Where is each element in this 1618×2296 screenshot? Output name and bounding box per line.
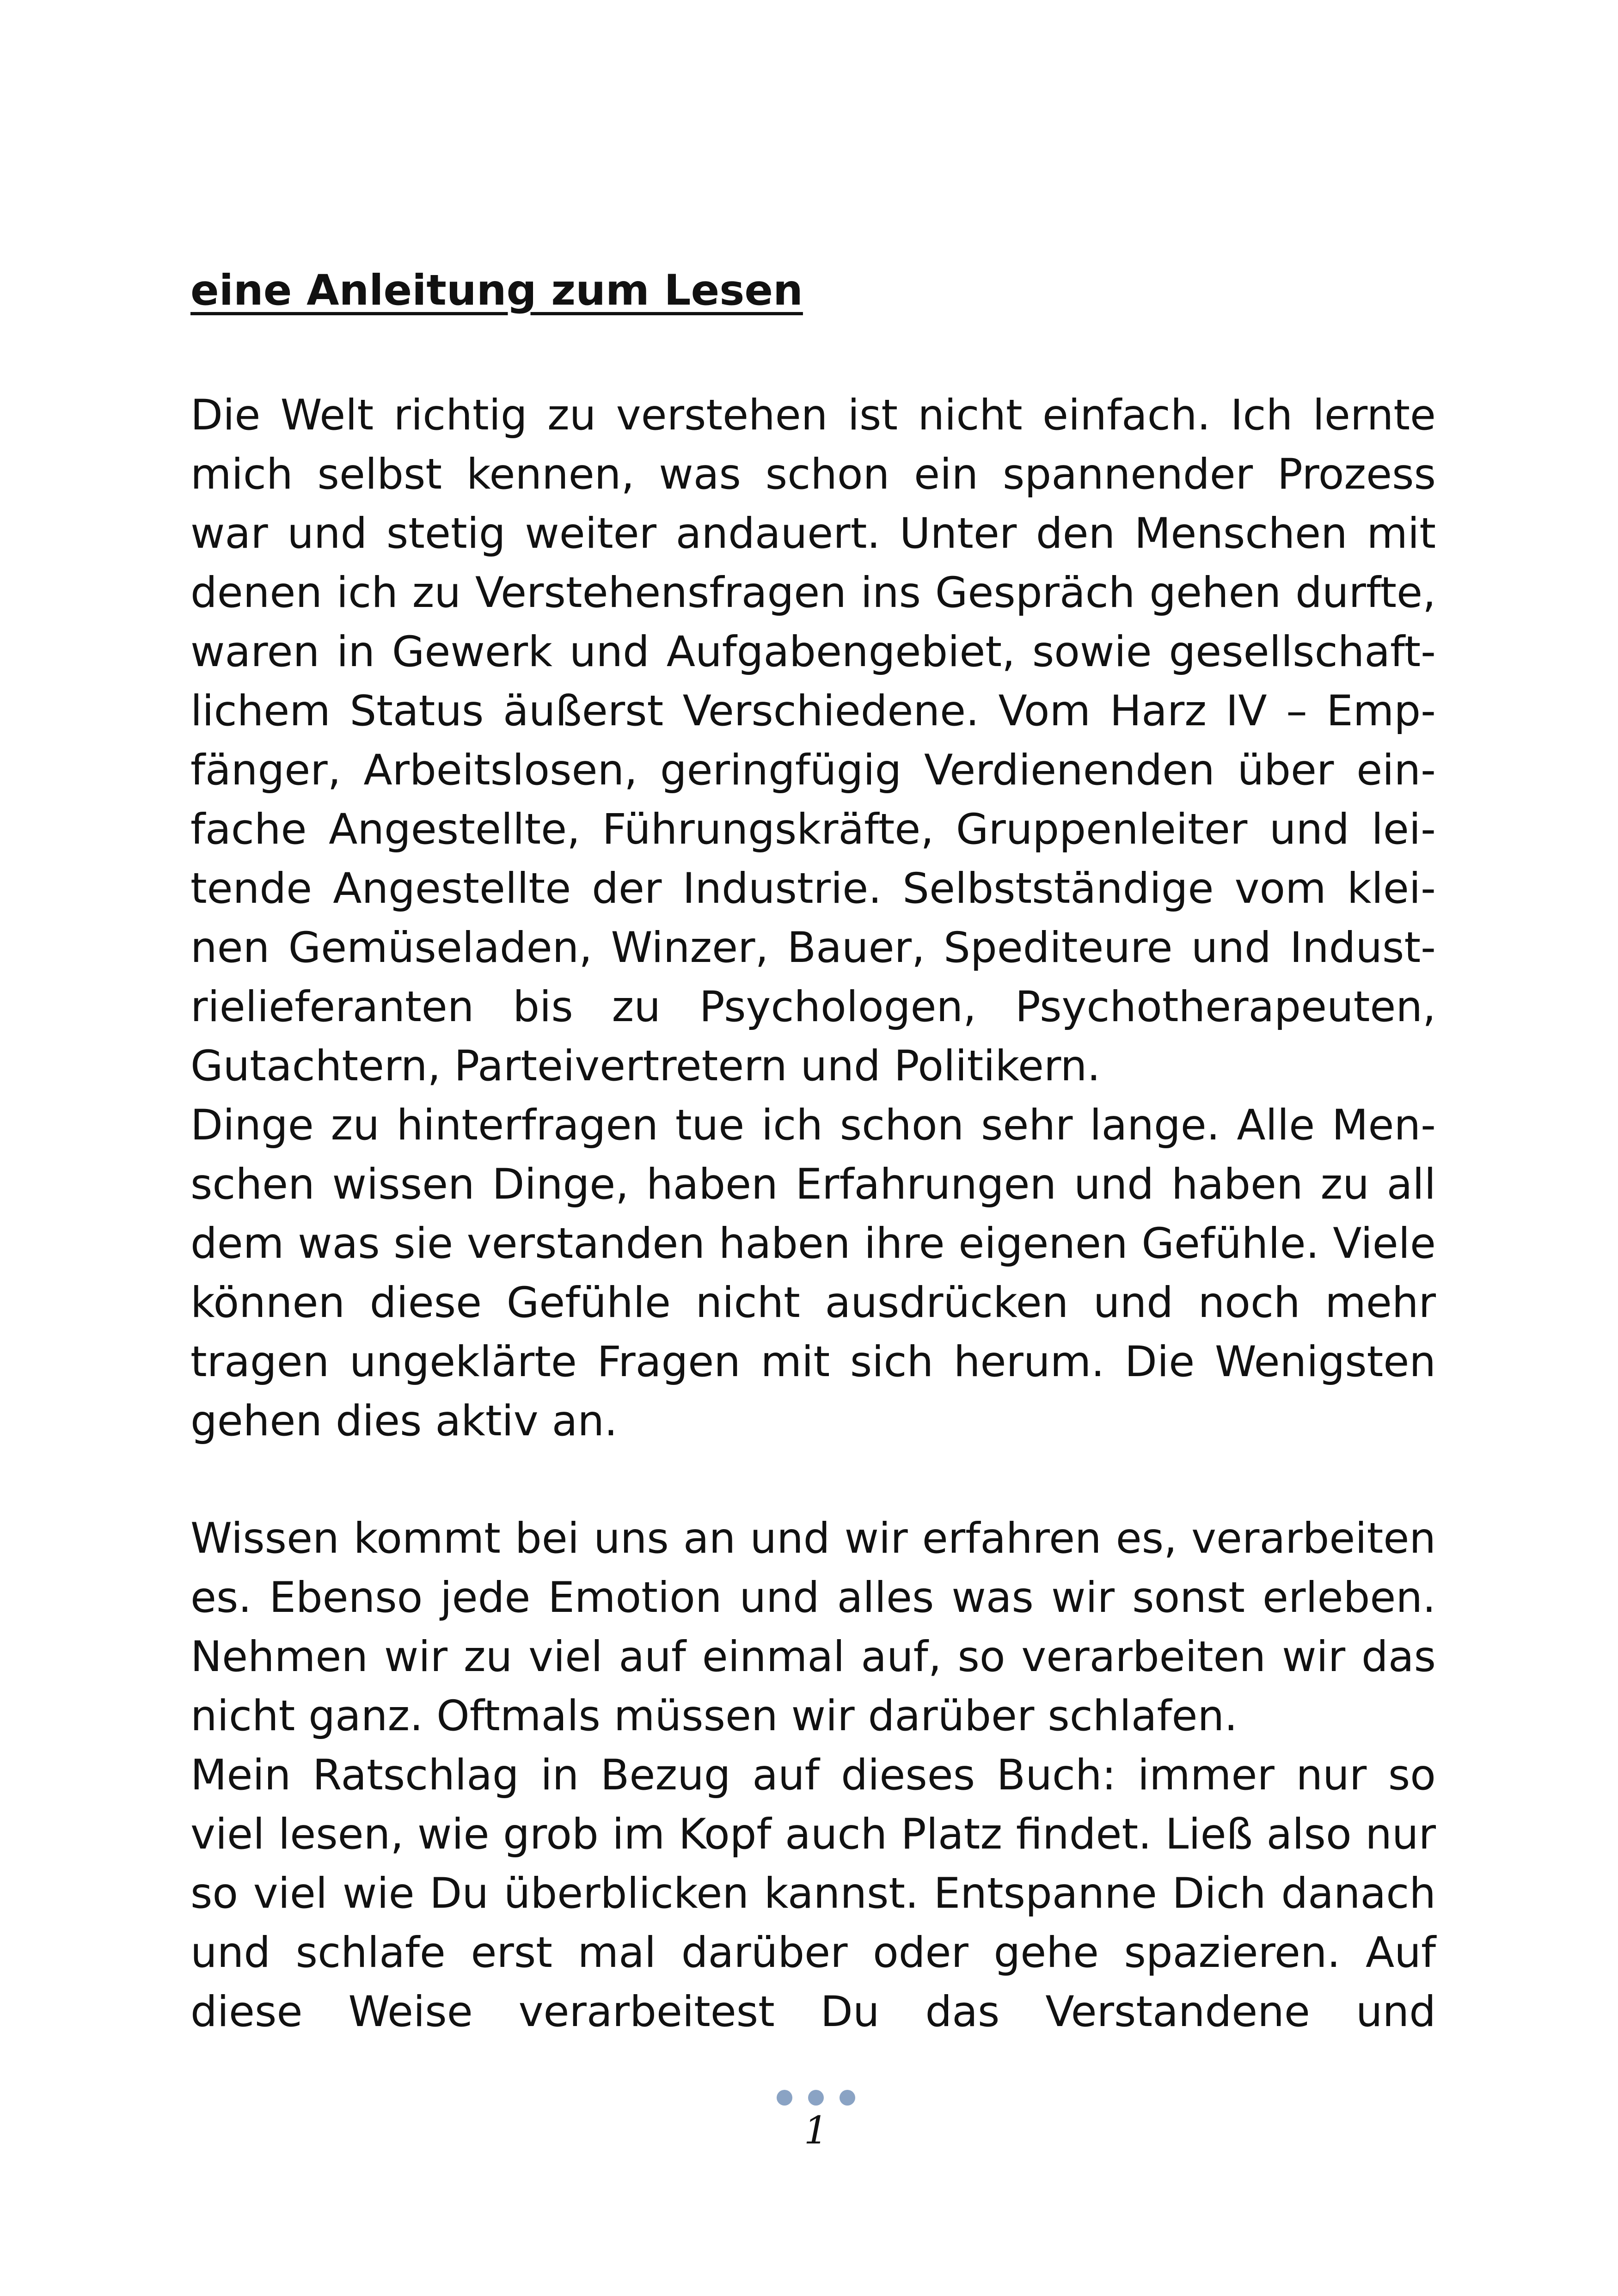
dot-icon xyxy=(777,2090,792,2106)
paragraph: Mein Ratschlag in Bezug auf dieses Buch: immer nur so viel lesen, wie grob im Kopf auch Platz findet. Ließ also nur so viel wie Du überblicken kannst. Entspanne Dich danach und schlafe erst mal darüber oder gehe spazieren. Auf diese Weise verarbeitest Du das Verstandene und xyxy=(190,1751,1436,2036)
text-section-1 xyxy=(190,386,1436,1451)
paragraph: Dinge zu hinterfragen tue ich schon sehr lange. Alle Menschen wissen Dinge, haben Erfahrungen und haben zu all dem was sie verstanden haben ihre eigenen Gefühle. Viele können diese Gefühle nicht ausdrücken und noch mehr tragen ungeklärte Fragen mit sich herum. Die Wenigsten gehen dies aktiv an. xyxy=(190,1101,1436,1445)
footer-ornament xyxy=(777,2088,855,2107)
paragraph: Die Welt richtig zu verstehen ist nicht einfach. Ich lernte mich selbst kennen, was schon ein spannender Prozess war und stetig weiter andauert. Unter den Menschen mit denen ich zu Verstehensfragen ins Gespräch gehen durfte, waren in Gewerk und Aufgabengebiet, sowie gesellschaftlichem Status äußerst Verschiedene. Vom Harz IV – Empfänger, Arbeitslosen, geringfügig Verdienenden über einfache Angestellte, Führungskräfte, Gruppenleiter und leitende Angestellte der Industrie. Selbstständige vom kleinen Gemüseladen, Winzer, Bauer, Spediteure und Industrielieferanten bis zu Psychologen, Psychotherapeuten, Gutachtern, Parteivertretern und Politikern. xyxy=(190,391,1436,1090)
dot-icon xyxy=(840,2090,855,2106)
text-section-2 xyxy=(190,1509,1436,2042)
paragraph: Wissen kommt bei uns an und wir erfahren es, verarbeiten es. Ebenso jede Emotion und alles was wir sonst erleben. Nehmen wir zu viel auf einmal auf, so verarbeiten wir das nicht ganz. Oftmals müssen wir darüber schlafen. xyxy=(190,1514,1436,1740)
page-number: 1 xyxy=(803,2109,828,2153)
dot-icon xyxy=(808,2090,824,2106)
page-heading: eine Anleitung zum Lesen xyxy=(190,266,803,315)
